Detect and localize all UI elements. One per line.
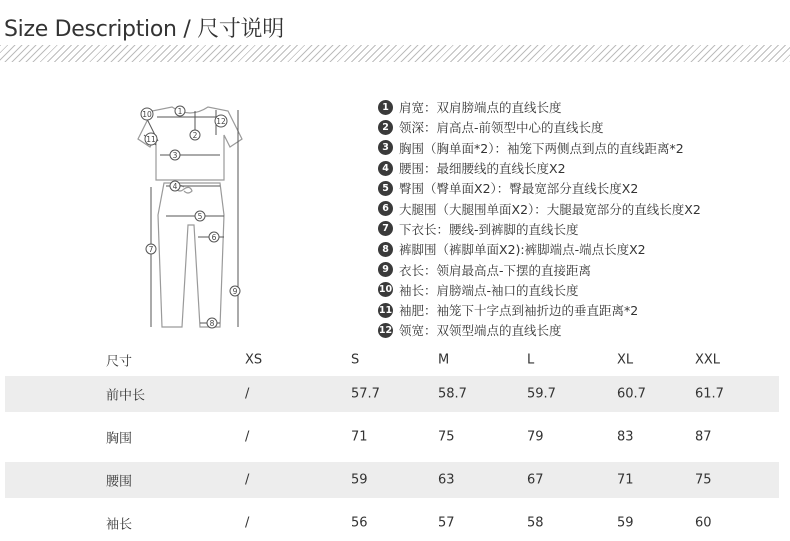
table-cell: 60 xyxy=(695,515,712,531)
table-cell: 75 xyxy=(695,472,712,488)
table-header-row xyxy=(5,344,779,376)
table-row xyxy=(5,462,779,498)
legend-text: 裤脚围（裤脚单面X2):裤脚端点-端点长度X2 xyxy=(399,242,646,258)
table-cell: 前中长 xyxy=(106,388,146,404)
table-cell: 腰围 xyxy=(106,474,133,490)
row-spacer xyxy=(5,412,779,419)
header-cell: L xyxy=(527,352,535,368)
table-cell: 59 xyxy=(351,472,368,488)
header-cell: XS xyxy=(245,352,263,368)
table-cell: 60.7 xyxy=(617,386,646,402)
svg-text:4: 4 xyxy=(172,182,178,191)
number-badge: 7 xyxy=(378,221,393,236)
marker-10 xyxy=(141,108,153,120)
table-cell: 79 xyxy=(527,429,544,445)
svg-text:2: 2 xyxy=(192,131,198,140)
legend-text: 领宽：双领型端点的直线长度 xyxy=(399,323,562,339)
svg-text:9: 9 xyxy=(232,287,238,296)
number-badge: 2 xyxy=(378,120,393,135)
legend-item xyxy=(378,239,701,259)
legend-item xyxy=(378,178,701,198)
header-cell: XXL xyxy=(695,352,721,368)
marker-7 xyxy=(146,244,156,254)
table-cell: 61.7 xyxy=(695,386,724,402)
table-cell: 63 xyxy=(438,472,455,488)
table-cell: / xyxy=(245,429,250,445)
table-cell: 87 xyxy=(695,429,712,445)
number-badge: 4 xyxy=(378,161,393,176)
number-badge: 6 xyxy=(378,201,393,216)
table-row xyxy=(5,505,779,541)
table-cell: 71 xyxy=(617,472,634,488)
number-badge: 5 xyxy=(378,181,393,196)
legend-item xyxy=(378,138,701,158)
legend-item xyxy=(378,280,701,300)
hatched-divider xyxy=(0,45,790,62)
table-cell: 胸围 xyxy=(106,431,133,447)
marker-3 xyxy=(170,150,180,160)
table-cell: / xyxy=(245,472,250,488)
marker-2 xyxy=(190,130,200,140)
table-cell: / xyxy=(245,386,250,402)
legend-text: 臀围（臀单面X2）：臀最宽部分直线长度X2 xyxy=(399,181,639,197)
svg-text:6: 6 xyxy=(211,233,217,242)
header-cell: XL xyxy=(617,352,634,368)
table-cell: 59 xyxy=(617,515,634,531)
svg-text:10: 10 xyxy=(142,110,152,119)
marker-8 xyxy=(207,318,217,328)
legend-text: 领深：肩高点-前领型中心的直线长度 xyxy=(399,120,604,136)
legend-text: 袖长：肩膀端点-袖口的直线长度 xyxy=(399,282,579,298)
table-cell: 71 xyxy=(351,429,368,445)
marker-12 xyxy=(215,115,227,127)
table-cell: 75 xyxy=(438,429,455,445)
number-badge: 11 xyxy=(378,304,393,316)
svg-text:7: 7 xyxy=(148,245,154,254)
svg-text:3: 3 xyxy=(172,151,178,160)
number-badge: 8 xyxy=(378,242,393,257)
row-spacer xyxy=(5,455,779,462)
legend-item xyxy=(378,198,701,218)
number-badge: 12 xyxy=(378,324,393,336)
legend-item xyxy=(378,259,701,279)
legend-item xyxy=(378,219,701,239)
table-cell: 59.7 xyxy=(527,386,556,402)
legend-text: 袖肥：袖笼下十字点到袖折边的垂直距离*2 xyxy=(399,303,639,319)
number-badge: 10 xyxy=(378,284,393,296)
trousers-outline xyxy=(158,183,224,327)
marker-9 xyxy=(230,286,240,296)
legend-item xyxy=(378,117,701,137)
table-cell: / xyxy=(245,515,250,531)
table-cell: 58 xyxy=(527,515,544,531)
row-spacer xyxy=(5,498,779,505)
table-cell: 57 xyxy=(438,515,455,531)
table-cell: 58.7 xyxy=(438,386,467,402)
legend-text: 腰围：最细腰线的直线长度X2 xyxy=(399,161,566,177)
marker-1 xyxy=(175,106,185,116)
number-badge: 1 xyxy=(378,100,393,115)
number-badge: 9 xyxy=(378,262,393,277)
header-cell: 尺寸 xyxy=(106,354,133,370)
marker-11 xyxy=(145,133,157,145)
legend-item xyxy=(378,97,701,117)
svg-text:11: 11 xyxy=(146,135,156,144)
marker-6 xyxy=(209,232,219,242)
marker-4 xyxy=(170,181,180,191)
table-cell: 袖长 xyxy=(106,517,133,533)
legend-item xyxy=(378,158,701,178)
table-cell: 57.7 xyxy=(351,386,380,402)
page-title: Size Description / 尺寸说明 xyxy=(4,17,284,42)
legend-text: 大腿围（大腿围单面X2）：大腿最宽部分的直线长度X2 xyxy=(399,201,701,217)
legend-text: 胸围（胸单面*2）：袖笼下两侧点到点的直线距离*2 xyxy=(399,140,684,156)
garment-diagram xyxy=(120,95,260,340)
header-cell: S xyxy=(351,352,360,368)
svg-text:8: 8 xyxy=(209,319,215,328)
legend-text: 衣长：领肩最高点-下摆的直接距离 xyxy=(399,262,592,278)
svg-text:1: 1 xyxy=(177,107,183,116)
legend-text: 肩宽：双肩膀端点的直线长度 xyxy=(399,100,562,116)
table-cell: 83 xyxy=(617,429,634,445)
table-cell: 67 xyxy=(527,472,544,488)
measurement-legend xyxy=(378,97,701,341)
svg-text:12: 12 xyxy=(216,117,226,126)
legend-item xyxy=(378,300,701,320)
legend-text: 下衣长：腰线-到裤脚的直线长度 xyxy=(399,221,579,237)
number-badge: 3 xyxy=(378,140,393,155)
table-row xyxy=(5,376,779,412)
legend-item xyxy=(378,320,701,340)
table-row xyxy=(5,419,779,455)
svg-text:5: 5 xyxy=(197,212,203,221)
table-cell: 56 xyxy=(351,515,368,531)
header-cell: M xyxy=(438,352,450,368)
marker-5 xyxy=(195,211,205,221)
size-table xyxy=(5,344,779,541)
